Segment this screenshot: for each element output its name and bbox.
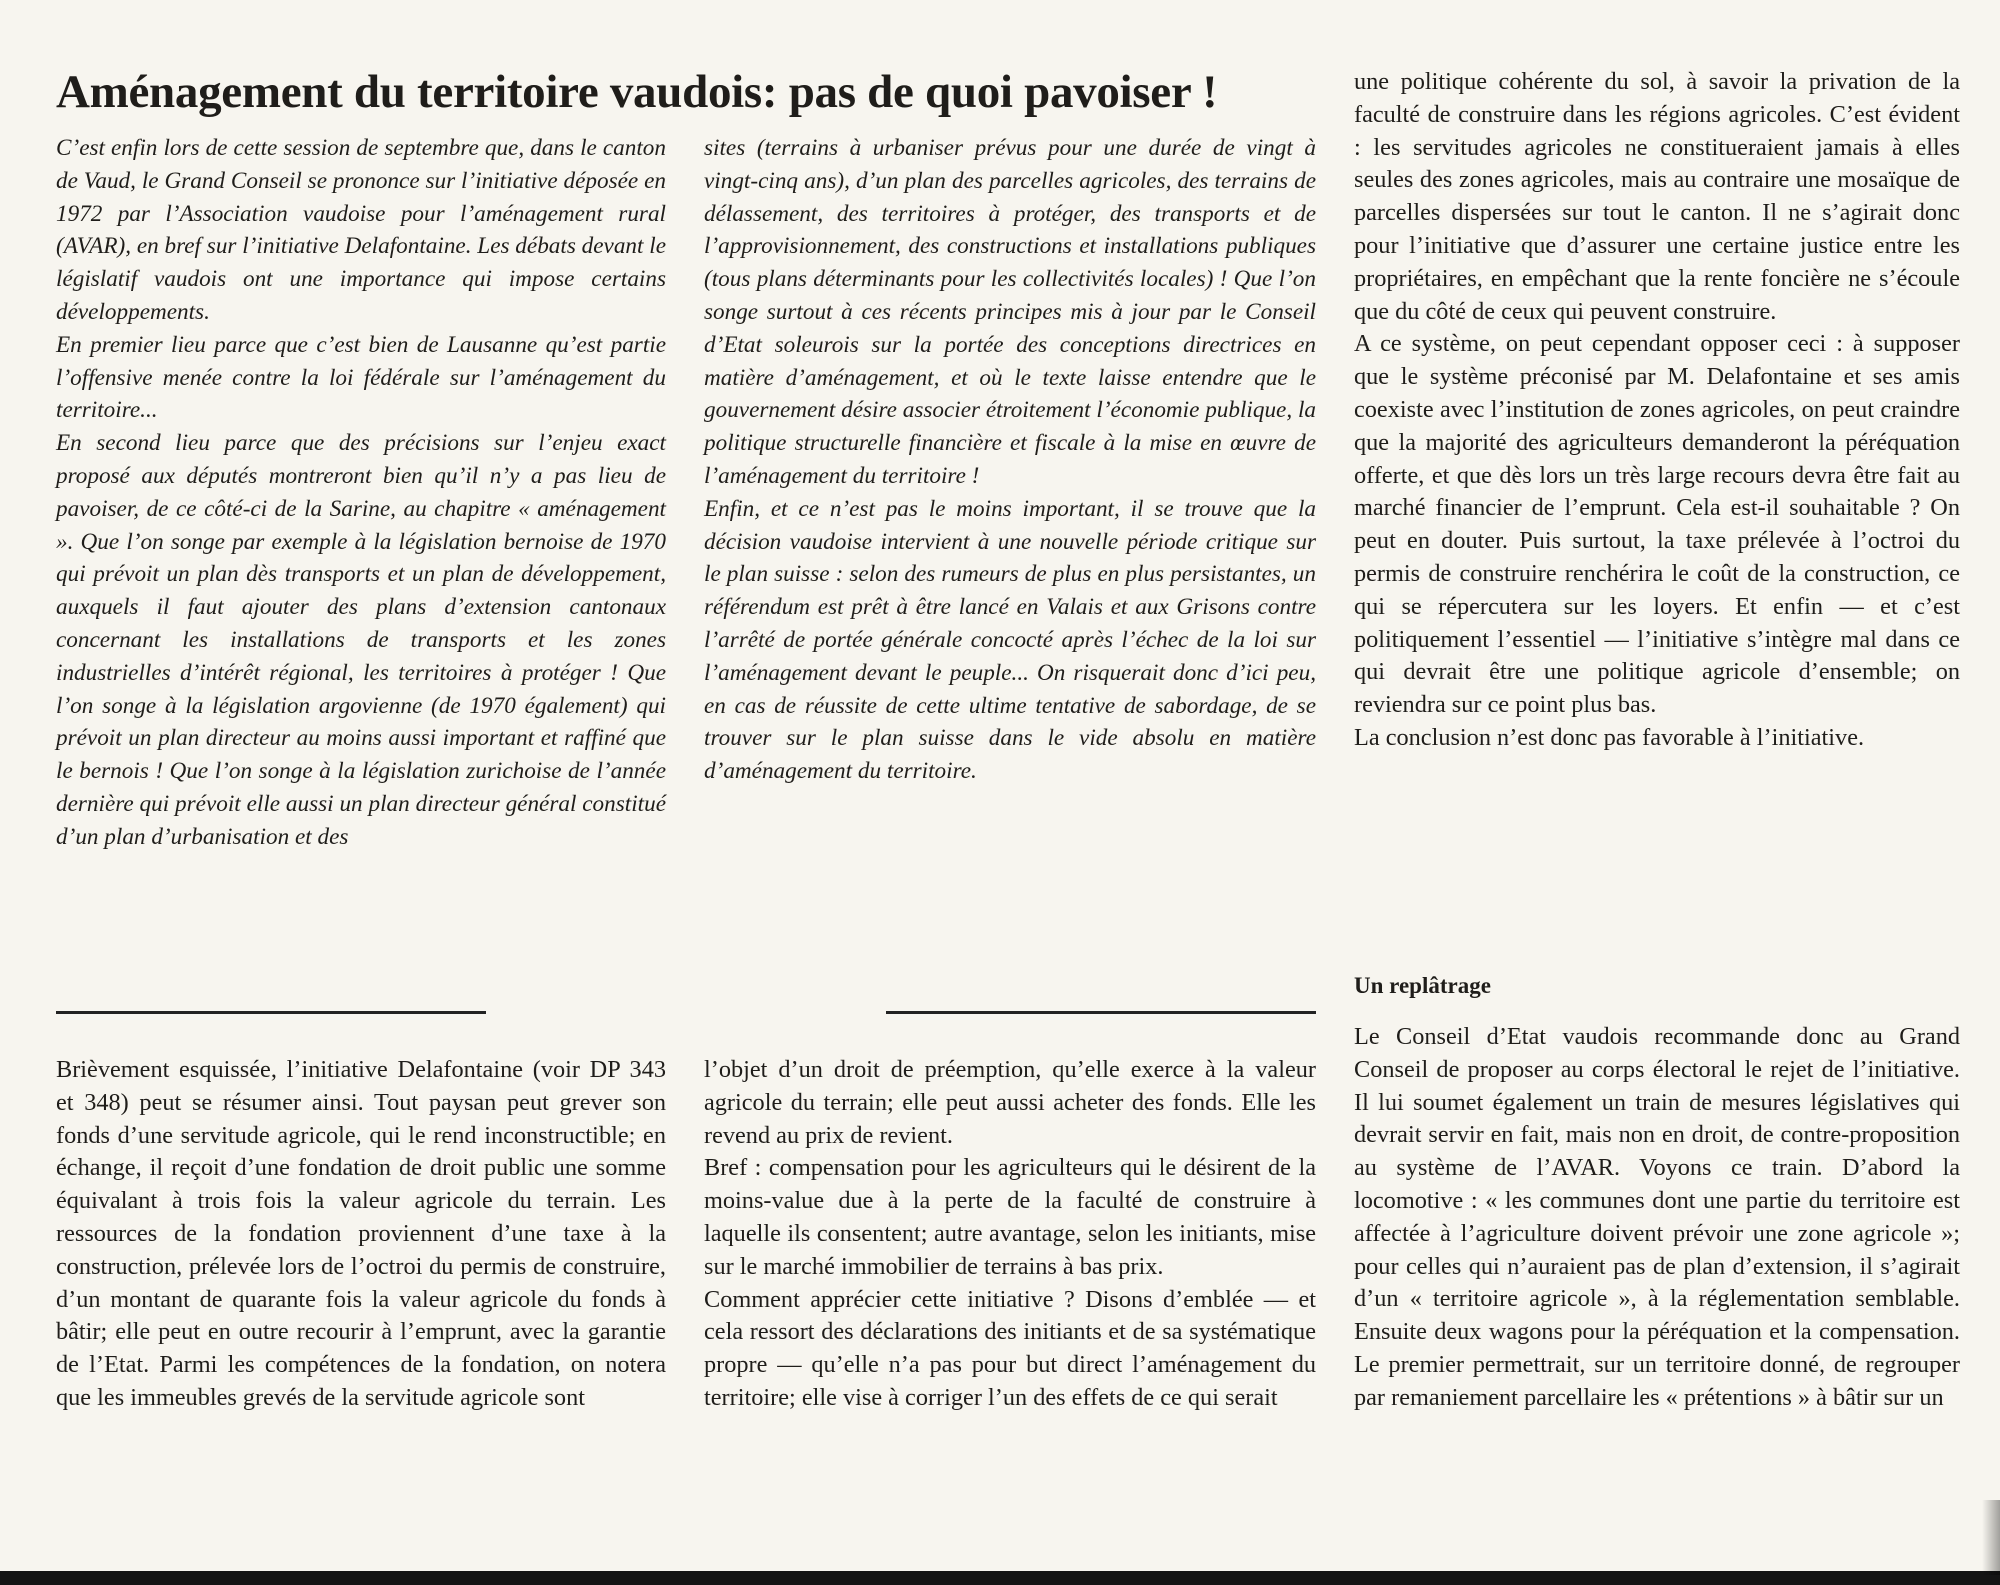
intro-divider-left [56, 1011, 486, 1014]
page-edge-shadow [1982, 1500, 2000, 1575]
intro-middle-paragraph-1: sites (terrains à urbaniser prévus pour une durée de vingt à vingt-cinq ans), d’un plan des parcelles agricoles, des terrains de délassement, des territoires à protéger, des transports et de l’approvisionnement, des constructions et installations publiques (tous plans déterminants pour les collectivités locales) ! Que l’on songe surtout à ces récents principes mis à jour par le Conseil d’Etat soleurois sur la portée des conceptions directrices en matière d’aménagement, et où le texte laisse entendre que le gouvernement désire associer étroitement l’économie publique, la politique structurelle financière et fiscale à la mise en œuvre de l’aménagement du territoire ! [704, 135, 1316, 489]
body-column-right-top [1354, 66, 1960, 755]
intro-column-left [56, 132, 666, 854]
intro-left-paragraph-2: En premier lieu parce que c’est bien de Lausanne qu’est partie l’offensive menée contre la loi fédérale sur l’aménagement du territoire... [56, 331, 666, 424]
right-paragraph-1: une politique cohérente du sol, à savoir la privation de la faculté de construire dans les régions agricoles. C’est évident : les servitudes agricoles ne constitueraient jamais à elles seules des zones agricoles, mais au contraire une mosaïque de parcelles dispersées sur tout le canton. Il ne s’agirait donc pour l’initiative que d’assurer une certaine justice entre les propriétaires, en empêchant que la rente foncière ne s’écoule que du côté de ceux qui peuvent construire. [1354, 68, 1960, 325]
right-paragraph-2: A ce système, on peut cependant opposer ceci : à supposer que le système préconisé par M. Delafontaine et ses amis coexiste avec l’institution de zones agricoles, on peut craindre que la majorité des agriculteurs demanderont la péréquation offerte, et que dès lors un très large recours devra être fait au marché financier de l’emprunt. Cela est-il souhaitable ? On peut en douter. Puis surtout, la taxe prélevée à l’octroi du permis de construire renchérira le coût de la construction, ce qui se répercutera sur les loyers. Et enfin — et c’est politiquement l’essentiel — l’initiative s’intègre mal dans ce qui devrait être une politique agricole d’ensemble; on reviendra sur ce point plus bas. [1354, 330, 1960, 719]
body-middle-paragraph-1: l’objet d’un droit de préemption, qu’elle exerce à la valeur agricole du terrain; elle peut aussi acheter des fonds. Elle les revend au prix de revient. [704, 1056, 1316, 1149]
body-column-left [56, 1054, 666, 1415]
article-title: Aménagement du territoire vaudois: pas de quoi pavoiser ! [56, 66, 1218, 118]
intro-middle-paragraph-2: Enfin, et ce n’est pas le moins important, il se trouve que la décision vaudoise intervient à une nouvelle période critique sur le plan suisse : selon des rumeurs de plus en plus persistantes, un référendum est prêt à être lancé en Valais et aux Grisons contre l’arrêté de portée générale concocté après l’échec de la loi sur l’aménagement devant le peuple... On risquerait donc d’ici peu, en cas de réussite de cette ultime tentative de sabordage, de se trouver sur le plan suisse dans le vide absolu en matière d’aménagement du territoire. [704, 495, 1316, 785]
intro-divider-right [886, 1011, 1316, 1014]
intro-left-paragraph-3: En second lieu parce que des précisions sur l’enjeu exact proposé aux députés montreront bien qu’il n’y a pas lieu de pavoiser, de ce côté-ci de la Sarine, au chapitre « aménagement ». Que l’on songe par exemple à la législation bernoise de 1970 qui prévoit un plan dès transports et un plan de développement, auxquels il faut ajouter des plans d’extension cantonaux concernant les installations de transports et les zones industrielles d’intérêt régional, les territoires à protéger ! Que l’on songe à la législation argovienne (de 1970 également) qui prévoit un plan directeur au moins aussi important et raffiné que le bernois ! Que l’on songe à la législation zurichoise de l’année dernière qui prévoit elle aussi un plan directeur général constitué d’un plan d’urbanisation et des [56, 430, 666, 850]
body-column-right-bottom [1354, 1021, 1960, 1415]
intro-left-paragraph-1: C’est enfin lors de cette session de septembre que, dans le canton de Vaud, le Grand Conseil se prononce sur l’initiative déposée en 1972 par l’Association vaudoise pour l’aménagement rural (AVAR), en bref sur l’initiative Delafontaine. Les débats devant le législatif vaudois ont une importance qui impose certains développements. [56, 135, 666, 325]
body-column-middle [704, 1054, 1316, 1415]
body-left-paragraph-1: Brièvement esquissée, l’initiative Delafontaine (voir DP 343 et 348) peut se résumer ainsi. Tout paysan peut grever son fonds d’une servitude agricole, qui le rend inconstructible; en échange, il reçoit d’une fondation de droit public une somme équivalant à trois fois la valeur agricole du terrain. Les ressources de la fondation proviennent d’une taxe à la construction, prélevée lors de l’octroi du permis de construire, d’un montant de quarante fois la valeur agricole du fonds à bâtir; elle peut en outre recourir à l’emprunt, avec la garantie de l’Etat. Parmi les compétences de la fondation, on notera que les immeubles grevés de la servitude agricole sont [56, 1056, 666, 1411]
page-bottom-edge [0, 1571, 2000, 1585]
section-subheading: Un replâtrage [1354, 973, 1491, 998]
body-middle-paragraph-2: Bref : compensation pour les agriculteurs qui le désirent de la moins-value due à la perte de la faculté de construire à laquelle ils consentent; autre avantage, selon les initiants, mise sur le marché immobilier de terrains à bas prix. [704, 1154, 1316, 1280]
body-middle-paragraph-3: Comment apprécier cette initiative ? Disons d’emblée — et cela ressort des déclarations des initiants et de sa systématique propre — qu’elle n’a pas pour but direct l’aménagement du territoire; elle vise à corriger l’un des effets de ce qui serait [704, 1285, 1316, 1411]
right-paragraph-3: La conclusion n’est donc pas favorable à l’initiative. [1354, 723, 1865, 751]
intro-column-middle [704, 132, 1316, 788]
right-bottom-paragraph-1: Le Conseil d’Etat vaudois recommande donc au Grand Conseil de proposer au corps électoral le rejet de l’initiative. Il lui soumet également un train de mesures législatives qui devrait servir en fait, mais non en droit, de contre-proposition au système de l’AVAR. Voyons ce train. D’abord la locomotive : « les communes dont une partie du territoire est affectée à l’agriculture doivent prévoir une zone agricole »; pour celles qui n’auraient pas de plan d’extension, il s’agirait d’un « territoire agricole », à la réglementation semblable. Ensuite deux wagons pour la péréquation et la compensation. Le premier permettrait, sur un territoire donné, de regrouper par remaniement parcellaire les « prétentions » à bâtir sur un [1354, 1023, 1960, 1411]
